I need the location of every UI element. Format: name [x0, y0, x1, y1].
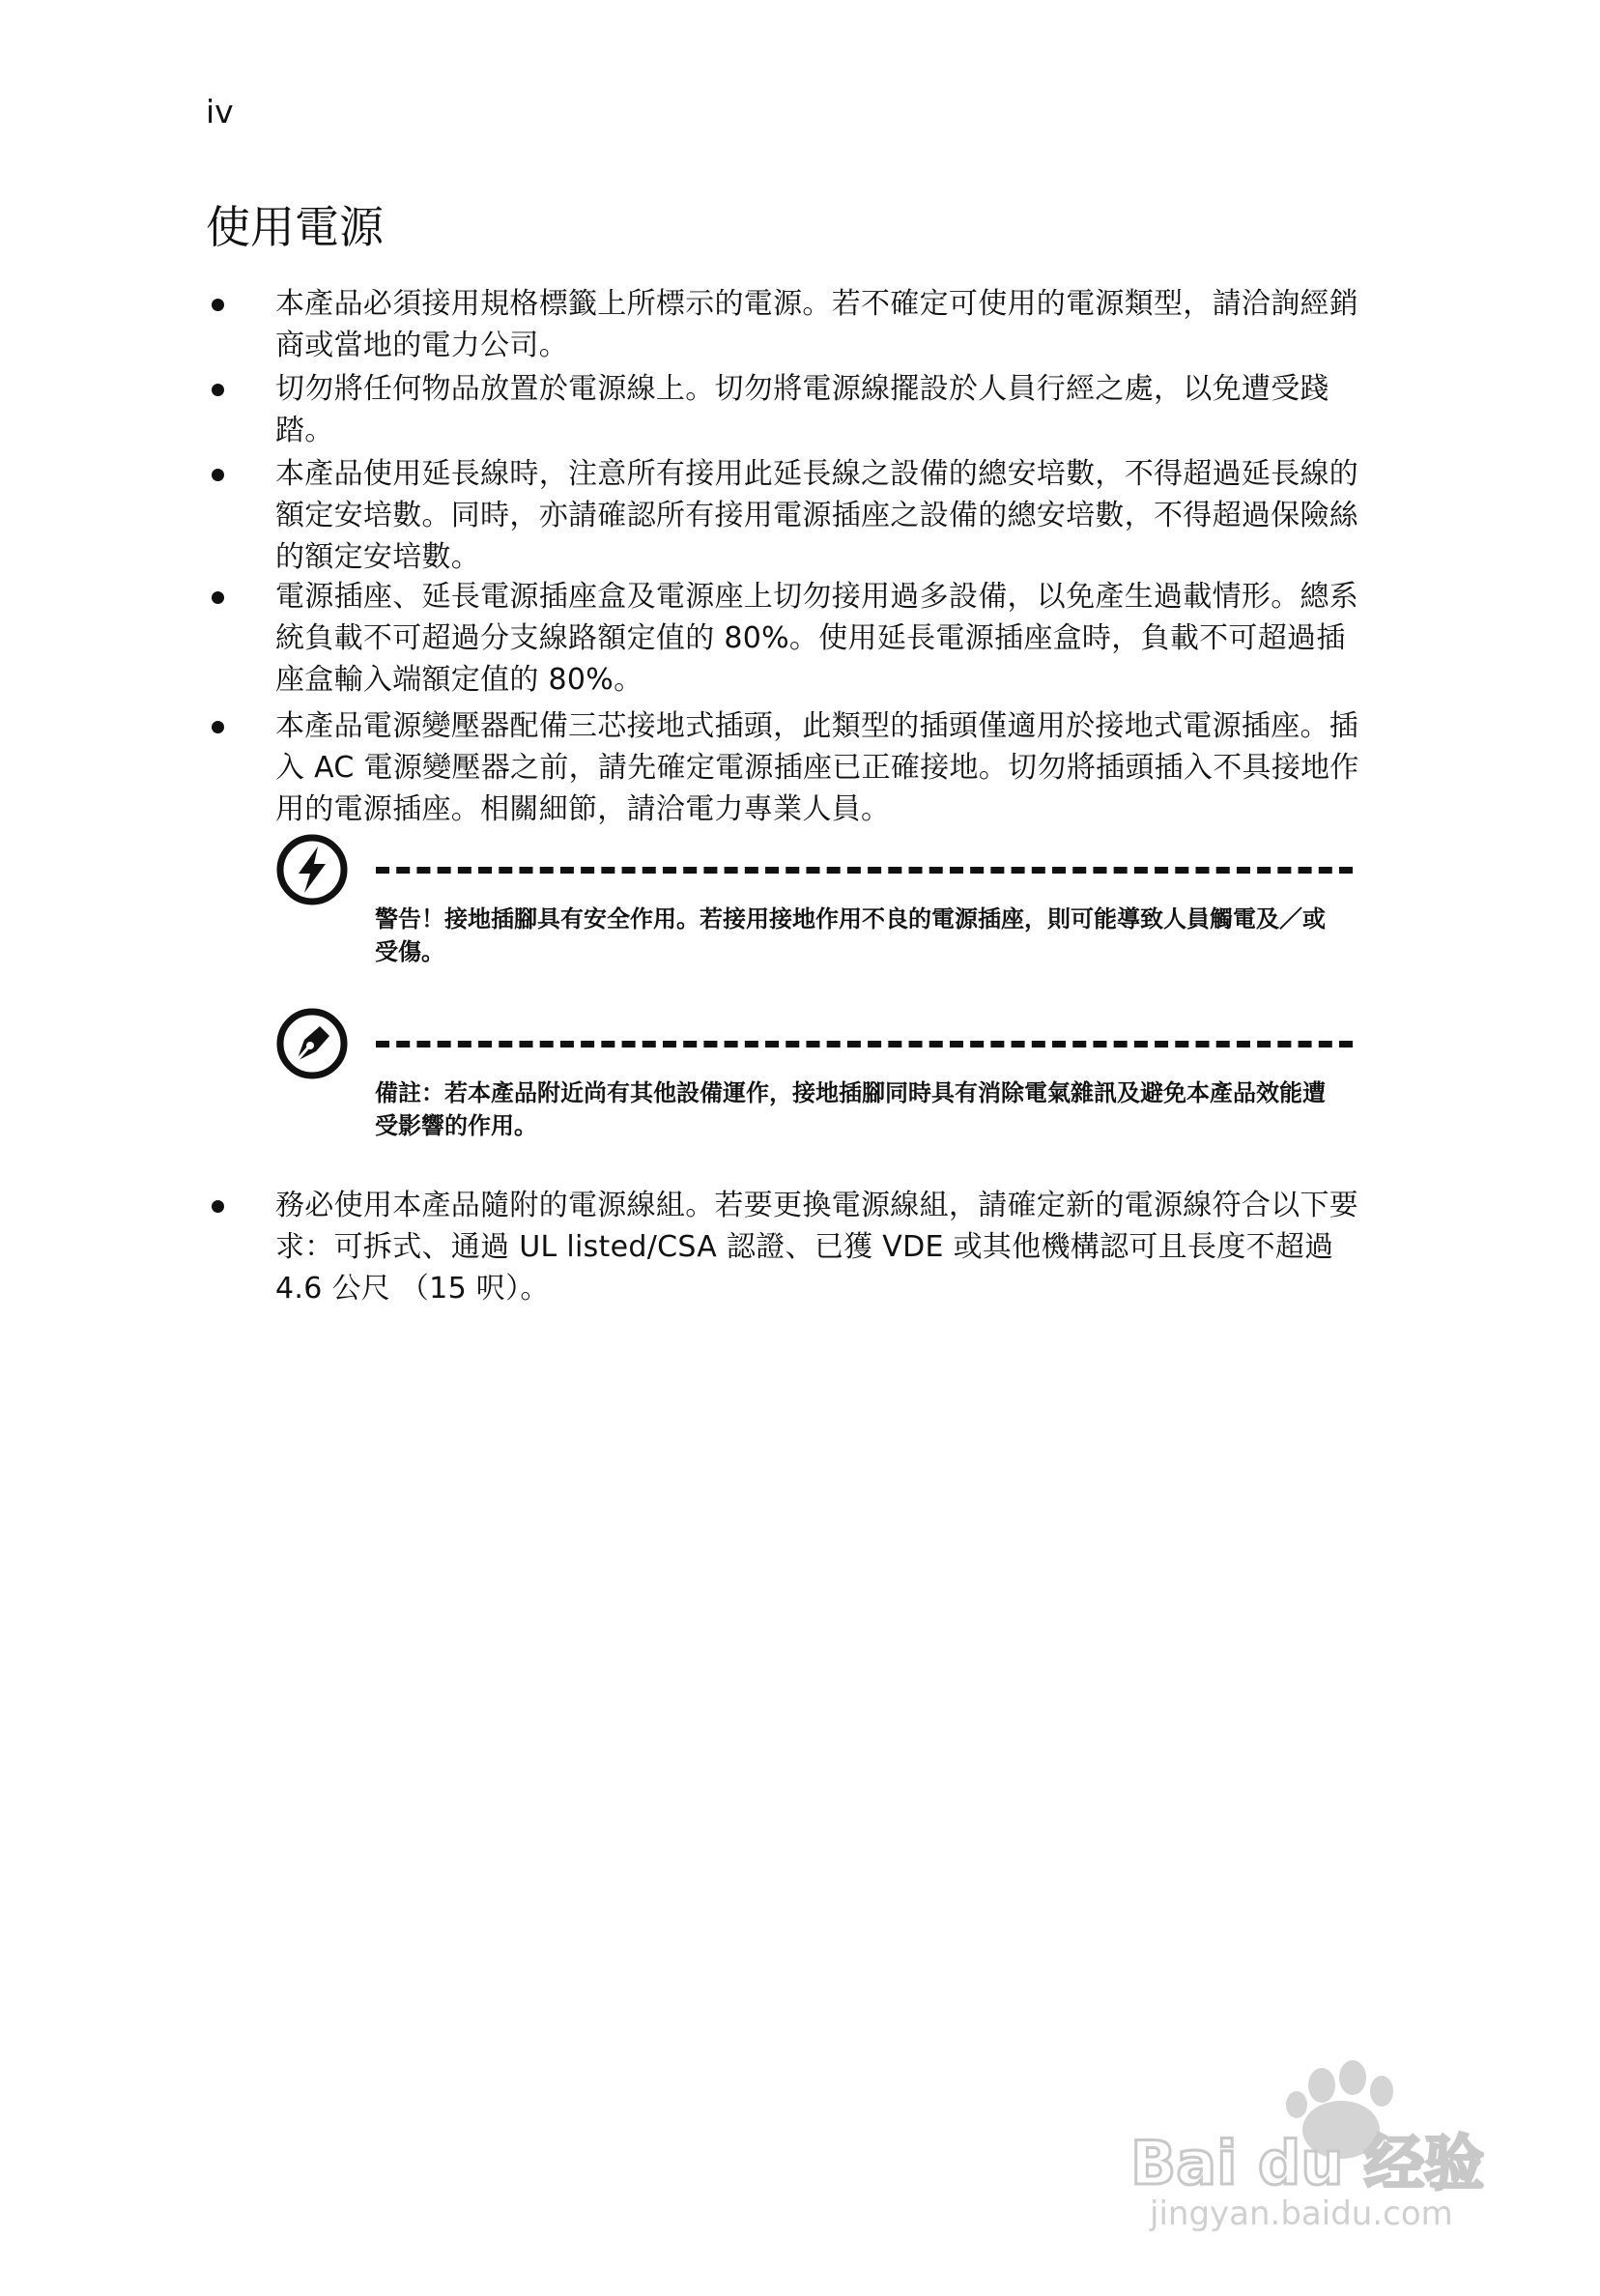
pen-note-icon [275, 1007, 349, 1080]
page-number: iv [206, 93, 234, 130]
dashed-divider [376, 867, 1353, 874]
list-item-text: 電源插座、延長電源插座盒及電源座上切勿接用過多設備，以免產生過載情形。總系統負載不可超過分支線路額定值的 80%。使用延長電源插座盒時，負載不可超過插座盒輸入端額定值的 80%。 [275, 580, 1359, 697]
list-item-text: 本產品使用延長線時，注意所有接用此延長線之設備的總安培數，不得超過延長線的額定安培數。同時，亦請確認所有接用電源插座之設備的總安培數，不得超過保險絲的額定安培數。 [275, 457, 1359, 574]
note-text: 備註：若本產品附近尚有其他設備運作，接地插腳同時具有消除電氣雜訊及避免本產品效能遭受影響的作用。 [375, 1079, 1326, 1139]
bullet-dot [212, 721, 224, 733]
warning-text: 警告！接地插腳具有安全作用。若接用接地作用不良的電源插座，則可能導致人員觸電及／或受傷。 [375, 905, 1326, 965]
baidu-watermark [1121, 2049, 1527, 2232]
bullet-dot [212, 591, 224, 604]
list-item-text: 切勿將任何物品放置於電源線上。切勿將電源線擺設於人員行經之處，以免遭受踐踏。 [275, 372, 1329, 447]
dashed-divider [376, 1041, 1353, 1048]
list-item-text: 本產品電源變壓器配備三芯接地式插頭，此類型的插頭僅適用於接地式電源插座。插入 AC 電源變壓器之前，請先確定電源插座已正確接地。切勿將插頭插入不具接地作用的電源插座。相關細節，請洽電力專業人員。 [275, 709, 1359, 826]
bullet-dot [212, 469, 224, 481]
lightning-warning-icon [275, 833, 349, 906]
bullet-dot [212, 1200, 224, 1213]
watermark-logo: Bai du 经验 [1130, 2128, 1485, 2198]
page-title: 使用電源 [206, 201, 384, 253]
bullet-dot [212, 299, 224, 311]
list-item-text: 務必使用本產品隨附的電源線組。若要更換電源線組，請確定新的電源線符合以下要求：可拆式、通過 UL listed/CSA 認證、已獲 VDE 或其他機構認可且長度不超過 4.6 公尺 （15 呎）。 [275, 1189, 1359, 1306]
watermark-url: jingyan.baidu.com [1150, 2195, 1453, 2232]
list-item-text: 本產品必須接用規格標籤上所標示的電源。若不確定可使用的電源類型，請洽詢經銷商或當地的電力公司。 [275, 287, 1359, 362]
bullet-dot [212, 384, 224, 396]
